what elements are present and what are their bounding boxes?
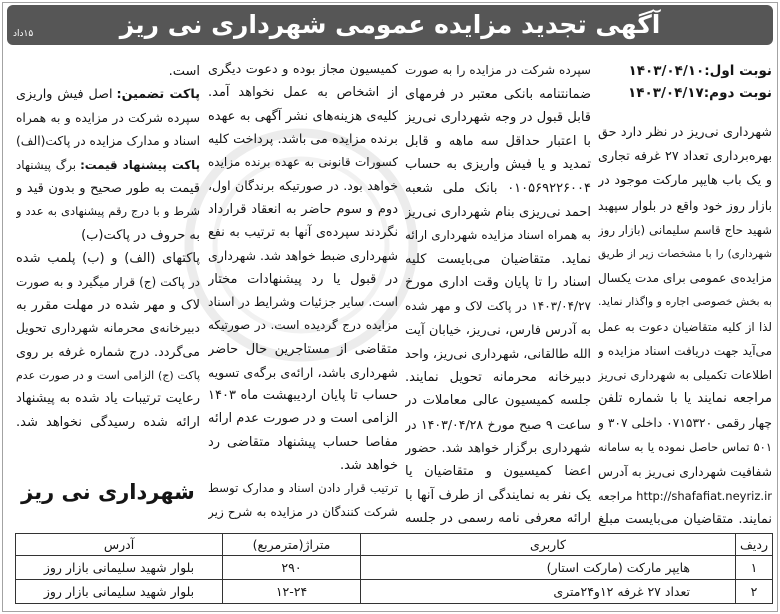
text-line <box>16 154 200 177</box>
text-line-content: شهرداری ضبط خواهد شد. شهرداری <box>208 248 398 264</box>
text-line <box>598 508 772 532</box>
text-line-content: شرط و با درج رقم پیشنهادی به عدد و <box>16 204 200 219</box>
text-line <box>598 484 772 508</box>
text-line-content: بهره‌برداری تعداد ۲۷ غرفه تجاری <box>598 149 772 165</box>
text-line <box>16 60 200 83</box>
text-line-content: پاکتهای (الف) و (ب) پلمب شده <box>16 251 200 267</box>
text-line-content <box>16 158 200 172</box>
text-line-content: رعایت ترتیبات یاد شده به پیشنهاد <box>16 391 200 407</box>
text-line <box>598 411 772 435</box>
text-line-content: است. سایر جزئیات وشرایط در اسناد <box>208 294 398 309</box>
text-line <box>598 435 772 459</box>
text-line-content: حساب تا پایان اردیبهشت ماه ۱۴۰۳ <box>208 388 398 404</box>
envelope-label: پاکت پیشنهاد قیمت: <box>80 157 200 172</box>
text-line <box>208 198 398 221</box>
text-line-content: قابل قبول در وجه شهرداری نی‌ریز <box>405 110 591 126</box>
text-line-content: می‌گردد. درج شماره غرفه بر روی <box>16 344 200 360</box>
text-line-content: و یک باب هایپر مارکت موجود در <box>598 173 772 189</box>
text-line-content: مزایده‌ی عمومی برای مدت یکسال <box>598 271 772 286</box>
ad-code: ۱۵داد <box>13 29 34 39</box>
column-header-row-number: ردیف <box>736 534 773 556</box>
text-line <box>405 106 591 130</box>
text-line <box>405 484 591 508</box>
first-publication-date-text: نوبت اول:۱۴۰۳/۰۴/۱۰ <box>628 63 772 79</box>
text-line-content: لاک و مهر شده در مهلت مقرر به <box>16 297 200 313</box>
text-line-content: ۵۰۱ تماس حاصل نموده یا به سامانه <box>598 440 772 455</box>
text-line-content: سپرده شرکت در مزایده و به همراه <box>16 110 200 125</box>
text-line-content: شهید حاج قاسم سلیمانی (بازار روز <box>598 222 772 237</box>
text-line <box>208 431 398 454</box>
text-line <box>405 437 591 461</box>
table-header-row <box>16 534 773 556</box>
text-line <box>405 413 591 437</box>
column-header-area: متراژ(مترمربع) <box>223 534 361 556</box>
text-line <box>598 121 772 145</box>
text-line <box>208 501 398 524</box>
text-line <box>208 81 398 104</box>
text-line-content: نگردند سپرده‌ی آنها به ترتیب به نفع <box>208 225 398 241</box>
text-line-content: ارائه شده رسیدگی نخواهد شد. <box>16 414 200 430</box>
text-line-content: مراجعه نمایند یا با شماره تلفن <box>598 391 772 407</box>
text-line <box>598 290 772 314</box>
text-line-content: http://shafafiat.neyriz.ir مراجعه <box>598 488 772 503</box>
text-line <box>16 200 200 223</box>
text-column-4 <box>16 60 200 434</box>
text-line-content: شهرداری برگزار خواهد شد. حضور <box>405 440 591 456</box>
text-line <box>405 342 591 366</box>
text-line-content: خواهد شد. <box>339 458 398 474</box>
text-line <box>208 244 398 267</box>
text-line-content: شهرداری نی‌ریز در نظر دارد حق <box>598 125 772 140</box>
text-line-content: مزایده درج گردیده است. در صورتیکه <box>208 318 398 333</box>
text-line <box>598 194 772 218</box>
text-line-content <box>16 87 200 102</box>
column-header-address: آدرس <box>16 534 223 556</box>
text-line-content: کلیه‌ی هزینه‌های نشر آگهی به عهده <box>208 108 398 124</box>
text-line-content: جلسه کمیسیون عالی معاملات در <box>405 393 591 409</box>
text-line-content: اعضا کمیسیون و متقاضیان یا <box>405 464 591 480</box>
text-line-content: کسورات قانونی به عهده برنده مزایده <box>208 155 398 170</box>
text-line-content: با اعتبار حداقل سه ماهه و قابل <box>405 133 591 149</box>
address-cell: بلوار شهید سلیمانی بازار روز <box>16 556 223 580</box>
text-line-content: اسناد و مدارک مزایده در پاکت(الف) <box>16 134 200 149</box>
text-line-content: به بخش خصوصی اجاره و واگذار نماید. <box>598 295 772 309</box>
text-line <box>405 248 591 272</box>
text-line <box>405 507 591 531</box>
text-line <box>208 338 398 361</box>
text-line-content: دوم و سوم حاضر به انعقاد قرارداد <box>208 201 398 217</box>
text-line-content: پاکت (ج) الزامی است و در صورت عدم <box>16 369 200 383</box>
address-cell: بلوار شهید سلیمانی بازار روز <box>16 580 223 604</box>
text-line <box>598 460 772 484</box>
text-line <box>208 361 398 384</box>
text-line-content: ۱۴۰۳/۰۴/۲۷ در پاکت لاک و مهر شده <box>405 298 591 313</box>
envelope-label: پاکت تضمین: <box>116 87 200 103</box>
text-line-content: ارائه معرفی نامه رسمی در جلسه <box>405 511 591 527</box>
envelope-description: اصل فیش واریزی <box>16 87 113 103</box>
text-line <box>598 266 772 290</box>
text-line-content: به آدرس فارس، نی‌ریز، خیابان آیت <box>405 322 591 338</box>
text-line <box>16 247 200 270</box>
area-cell: ۲۹۰ <box>223 556 361 580</box>
text-line <box>208 174 398 197</box>
second-publication-date <box>598 83 772 105</box>
area-cell: ۱۲-۲۴ <box>223 580 361 604</box>
text-line-content: در پاکت (ج) قرار میگیرد و به صورت <box>16 274 200 289</box>
text-line <box>405 271 591 295</box>
text-line <box>405 389 591 413</box>
text-line-content: به حروف در پاکت(ب) <box>81 227 200 243</box>
text-line <box>598 315 772 339</box>
text-line-content: خواهد بود. در صورتیکه برندگان اول، <box>208 178 398 194</box>
text-line-content: نمایند. متقاضیان می‌بایست مبلغ <box>598 512 772 527</box>
text-line <box>16 341 200 364</box>
items-table <box>15 533 773 604</box>
text-line-content: الله طالقانی، شهرداری نی‌ریز، واحد <box>405 346 591 362</box>
text-line <box>405 153 591 177</box>
text-line <box>16 411 200 434</box>
text-line-content: برنده مزایده می باشد. پرداخت کلیه <box>208 131 398 147</box>
publication-dates <box>598 61 772 104</box>
text-line <box>208 407 398 430</box>
text-line <box>208 384 398 407</box>
text-line <box>208 221 398 244</box>
table-row <box>16 580 773 604</box>
text-line <box>16 83 200 106</box>
text-line <box>405 59 591 83</box>
text-line-content: سپرده شرکت در مزایده را به صورت <box>405 63 591 77</box>
text-line-content: به همراه اسناد مزایده شهرداری ارائه <box>405 228 591 243</box>
text-line <box>16 107 200 130</box>
text-line <box>16 317 200 340</box>
municipality-signature: شهرداری نی ریز <box>21 480 195 504</box>
text-line <box>598 169 772 193</box>
text-line-content: چهار رقمی ۰۷۱۵۳۲۰ داخلی ۳۰۷ و <box>598 416 772 431</box>
text-line <box>405 224 591 248</box>
text-line-content: ترتیب قرار دادن اسناد و مدارک توسط <box>208 481 398 496</box>
text-line <box>208 151 398 174</box>
table-row <box>16 556 773 580</box>
text-line-content: بازار روز خود واقع در بلوار سپهبد <box>598 197 772 213</box>
text-line-content: مفاصا حساب پیشنهاد متقاضی رد <box>208 434 398 450</box>
text-line <box>405 319 591 343</box>
text-line <box>598 363 772 387</box>
text-line-content: دبیرخانه‌ی محرمانه شهرداری تحویل <box>16 321 200 336</box>
text-line <box>16 294 200 317</box>
text-line <box>16 177 200 200</box>
ad-title: آگهی تجدید مزایده عمومی شهرداری نی ریز <box>119 10 661 39</box>
text-line <box>405 460 591 484</box>
text-line-content: شهرداری) را با مشخصات زیر از طریق <box>598 247 772 260</box>
second-publication-date-text: نوبت دوم:۱۴۰۳/۰۴/۱۷ <box>628 84 772 101</box>
text-line-content: ضمانتنامه بانکی معتبر در فرمهای <box>405 86 591 102</box>
text-column-2 <box>405 59 591 531</box>
column-header-usage: کاربری <box>361 534 736 556</box>
text-line <box>405 177 591 201</box>
text-line <box>405 295 591 319</box>
envelope-description: برگ پیشنهاد <box>16 157 77 172</box>
text-line <box>208 454 398 477</box>
text-line <box>405 366 591 390</box>
text-line <box>208 314 398 337</box>
text-line <box>208 128 398 151</box>
row-number-cell: ۲ <box>736 580 773 604</box>
text-line <box>598 145 772 169</box>
text-line <box>598 242 772 266</box>
text-line <box>405 83 591 107</box>
text-line-content: احمد نی‌ریزی بنام شهرداری نی‌ریز <box>405 204 591 220</box>
first-publication-date <box>598 61 772 83</box>
text-line <box>16 224 200 247</box>
usage-cell: تعداد ۲۷ غرفه ۱۲و۲۴متری <box>361 580 736 604</box>
text-line <box>16 387 200 410</box>
text-line-content: اطلاعات تکمیلی به شهرداری نی‌ریز <box>598 367 772 382</box>
text-line <box>16 130 200 153</box>
text-line-content: می‌آید جهت دریافت اسناد مزایده و <box>598 343 772 358</box>
text-line <box>405 130 591 154</box>
text-line <box>598 339 772 363</box>
text-line-content: شهرداری باشد، ارائه‌ی برگه‌ی تسویه <box>208 364 398 380</box>
text-line-content: ۰۱۰۵۶۹۲۲۶۰۰۴ بانک ملی شعبه <box>405 180 591 196</box>
text-line-content: کمیسیون مجاز بوده و دعوت دیگری <box>208 62 398 77</box>
text-line-content: دبیرخانه محرمانه تحویل نمایند. <box>405 369 591 385</box>
text-line-content: قیمت به طور صحیح و بدون قید و <box>16 180 200 196</box>
text-line <box>208 291 398 314</box>
text-line-content: ساعت ۹ صبح مورخ ۱۴۰۳/۰۴/۲۸ در <box>405 416 591 432</box>
text-line-content: شفافیت شهرداری نی‌ریز به آدرس <box>598 464 772 479</box>
text-line <box>208 105 398 128</box>
row-number-cell: ۱ <box>736 556 773 580</box>
text-line-content: متقاضی از مستاجرین حال حاضر <box>208 341 398 357</box>
text-line <box>208 268 398 291</box>
text-column-3 <box>208 58 398 524</box>
text-line-content: لذا از کلیه متقاضیان دعوت به عمل <box>598 319 772 334</box>
text-line-content: در قبول یا رد پیشنهادات مختار <box>208 271 398 287</box>
text-line-content: الزامی است و در صورت عدم ارائه <box>208 411 398 427</box>
text-line <box>208 477 398 500</box>
text-line <box>405 201 591 225</box>
text-column-1 <box>598 121 772 532</box>
usage-cell: هایپر مارکت (مارکت استار) <box>361 556 736 580</box>
text-line-content: تمدید و یا فیش واریزی به حساب <box>405 157 591 173</box>
text-line <box>598 387 772 411</box>
text-line-content: اسناد را تا پایان وقت اداری مورخ <box>405 275 591 291</box>
text-line <box>208 58 398 81</box>
text-line-content: نماید. متقاضیان می‌بایست کلیه <box>405 251 591 267</box>
text-line-content: از اشخاص به عمل نخواهد آمد. <box>208 85 398 101</box>
text-line <box>598 218 772 242</box>
text-line-content: است. <box>168 64 200 79</box>
text-line-content: یک نفر به نمایندگی از طرف آنها با <box>405 487 591 503</box>
text-line <box>16 364 200 387</box>
text-line <box>16 271 200 294</box>
text-line-content: شرکت کنندگان در مزایده به شرح زیر <box>208 504 398 519</box>
